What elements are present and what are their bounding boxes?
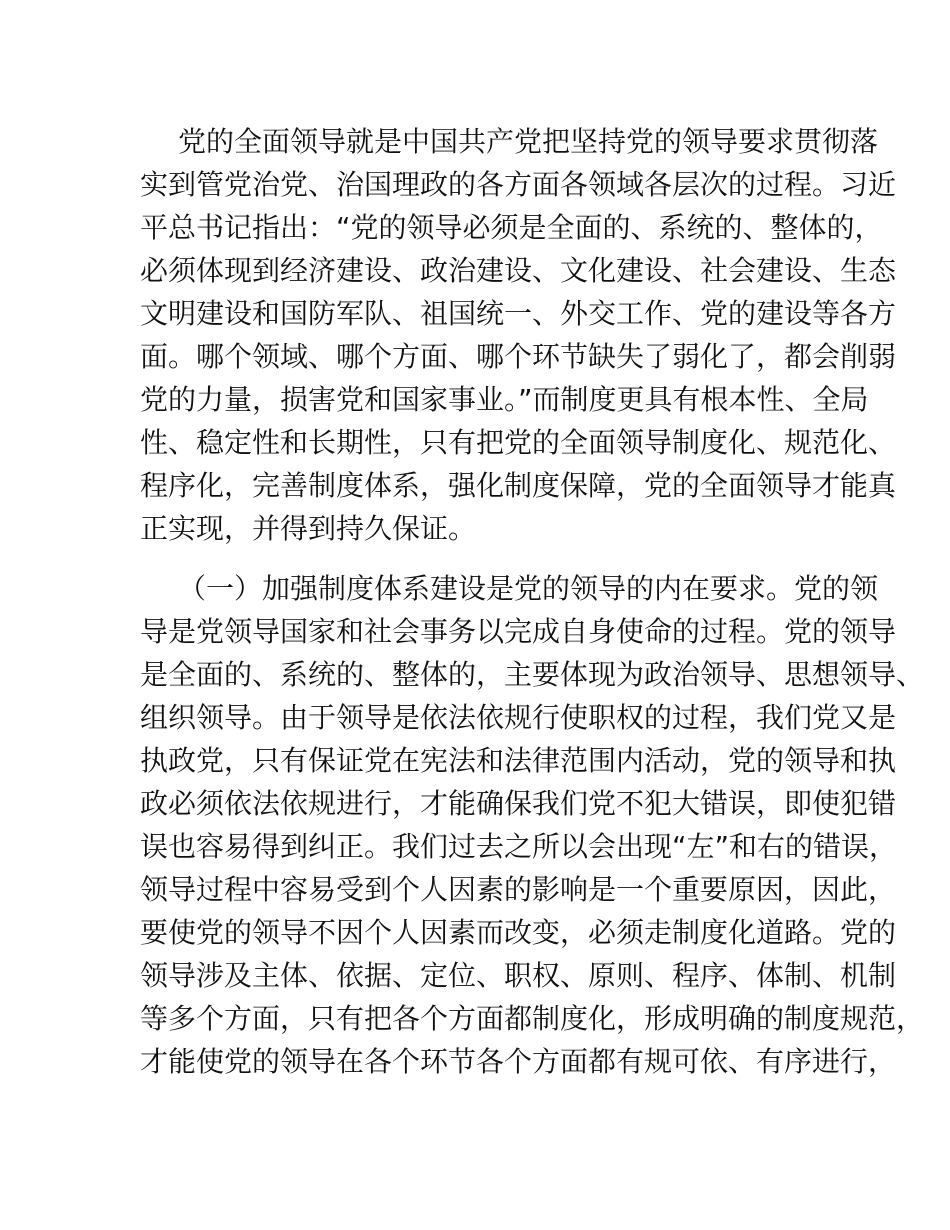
text-line: 组织领导。由于领导是依法依规行使职权的过程，我们党又是	[140, 701, 897, 734]
text-line: 实到管党治党、治国理政的各方面各领域各层次的过程。习近	[140, 168, 897, 201]
text-line: 等多个方面，只有把各个方面都制度化，形成明确的制度规范，	[140, 1002, 925, 1035]
paragraph-institutional-system	[140, 567, 925, 1083]
text-line: 性、稳定性和长期性，只有把党的全面领导制度化、规范化、	[140, 426, 897, 459]
text-line: 党的力量，损害党和国家事业。”而制度更具有根本性、全局	[140, 383, 869, 416]
text-line: 执政党，只有保证党在宪法和法律范围内活动，党的领导和执	[140, 744, 897, 777]
text-line: 党的全面领导就是中国共产党把坚持党的领导要求贯彻落	[178, 125, 879, 158]
text-line: 平总书记指出：“党的领导必须是全面的、系统的、整体的，	[140, 211, 883, 244]
paragraph-comprehensive-leadership	[140, 120, 897, 550]
text-line: 要使党的领导不因个人因素而改变，必须走制度化道路。党的	[140, 916, 897, 949]
text-line: 才能使党的领导在各个环节各个方面都有规可依、有序进行，	[140, 1045, 897, 1078]
text-line: 正实现，并得到持久保证。	[140, 512, 477, 545]
text-line: 面。哪个领域、哪个方面、哪个环节缺失了弱化了，都会削弱	[140, 340, 897, 373]
text-line: 领导涉及主体、依据、定位、职权、原则、程序、体制、机制	[140, 959, 897, 992]
text-line: 程序化，完善制度体系，强化制度保障，党的全面领导才能真	[140, 469, 897, 502]
text-line: 必须体现到经济建设、政治建设、文化建设、社会建设、生态	[140, 254, 897, 287]
text-line: （一）加强制度体系建设是党的领导的内在要求。党的领	[178, 572, 879, 605]
text-line: 是全面的、系统的、整体的，主要体现为政治领导、思想领导、	[140, 658, 925, 691]
text-line: 领导过程中容易受到个人因素的影响是一个重要原因，因此，	[140, 873, 897, 906]
text-line: 导是党领导国家和社会事务以完成自身使命的过程。党的领导	[140, 615, 897, 648]
text-line: 误也容易得到纠正。我们过去之所以会出现“左”和右的错误，	[140, 830, 898, 863]
text-line: 政必须依法依规进行，才能确保我们党不犯大错误，即使犯错	[140, 787, 897, 820]
text-line: 文明建设和国防军队、祖国统一、外交工作、党的建设等各方	[140, 297, 897, 330]
